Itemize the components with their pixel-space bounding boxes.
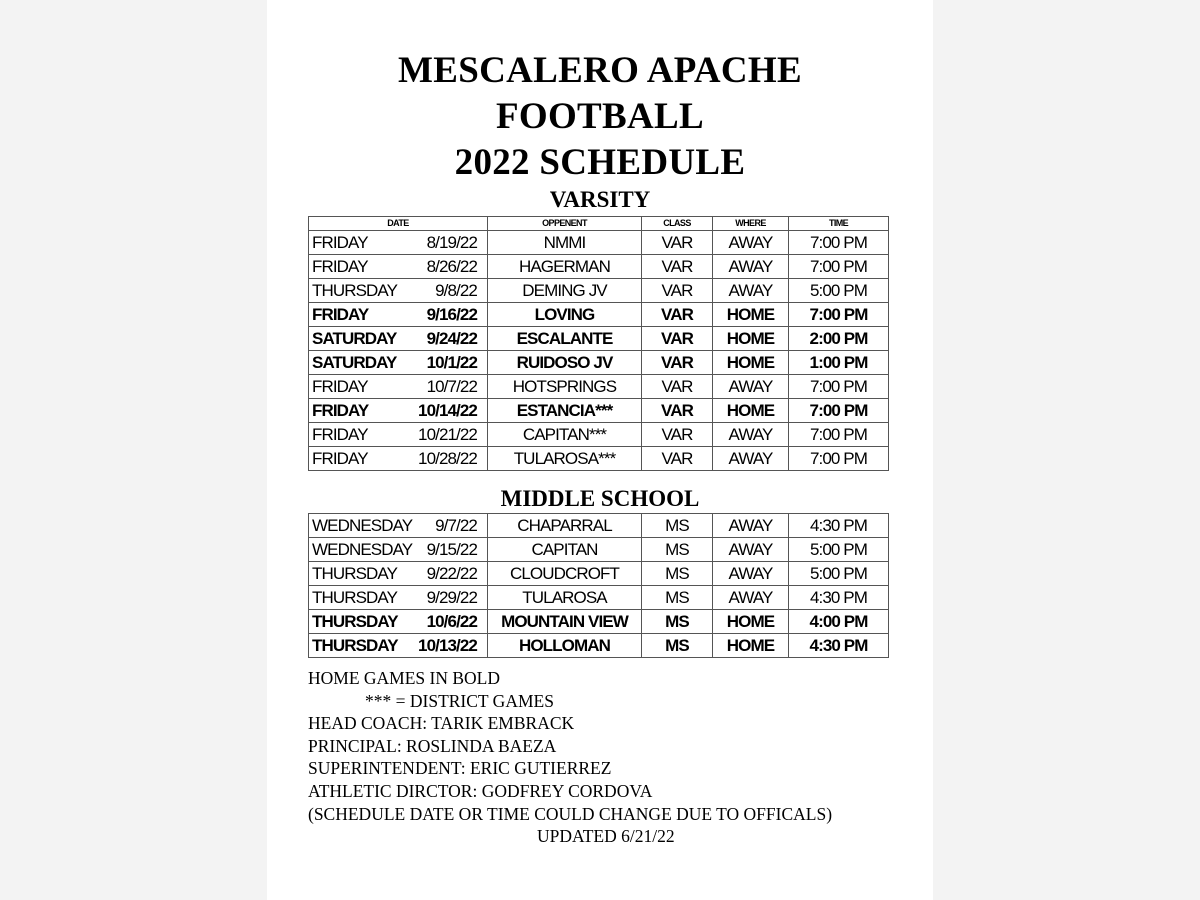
- notes-block: [308, 667, 908, 848]
- date-cell: [309, 562, 488, 586]
- opponent-cell: RUIDOSO JV: [488, 351, 642, 375]
- middle-school-table: [308, 513, 889, 658]
- col-header-date: DATE: [309, 217, 488, 231]
- where-cell: AWAY: [713, 279, 789, 303]
- date-cell: [309, 538, 488, 562]
- middle-school-heading: MIDDLE SCHOOL: [500, 486, 700, 511]
- opponent-cell: CAPITAN: [488, 538, 642, 562]
- day-text: THURSDAY: [312, 612, 398, 631]
- table-row: [309, 327, 889, 351]
- where-cell: AWAY: [713, 538, 789, 562]
- date-text: 9/24/22: [426, 329, 477, 348]
- note-head-coach: HEAD COACH: TARIK EMBRACK: [308, 713, 575, 734]
- opponent-cell: LOVING: [488, 303, 642, 327]
- table-row: [309, 255, 889, 279]
- class-cell: VAR: [642, 375, 713, 399]
- class-cell: MS: [642, 514, 713, 538]
- class-cell: VAR: [642, 303, 713, 327]
- varsity-table: [308, 216, 889, 471]
- where-cell: AWAY: [713, 375, 789, 399]
- time-cell: 1:00 PM: [789, 351, 889, 375]
- time-cell: 7:00 PM: [789, 399, 889, 423]
- where-cell: AWAY: [713, 514, 789, 538]
- table-row: [309, 586, 889, 610]
- date-cell: [309, 586, 488, 610]
- title-line-2: FOOTBALL: [496, 96, 704, 137]
- col-header-class: CLASS: [642, 217, 713, 231]
- where-cell: HOME: [713, 610, 789, 634]
- date-text: 10/6/22: [426, 612, 477, 631]
- opponent-cell: CLOUDCROFT: [488, 562, 642, 586]
- class-cell: VAR: [642, 399, 713, 423]
- date-text: 10/7/22: [426, 377, 477, 396]
- opponent-cell: TULAROSA: [488, 586, 642, 610]
- day-text: FRIDAY: [312, 401, 369, 420]
- opponent-cell: HAGERMAN: [488, 255, 642, 279]
- time-cell: 4:30 PM: [789, 514, 889, 538]
- day-text: THURSDAY: [312, 588, 398, 607]
- date-text: 9/15/22: [426, 540, 477, 559]
- date-text: 9/8/22: [435, 281, 477, 300]
- date-cell: [309, 327, 488, 351]
- day-text: WEDNESDAY: [312, 516, 413, 535]
- day-text: FRIDAY: [312, 305, 369, 324]
- time-cell: 5:00 PM: [789, 279, 889, 303]
- time-cell: 4:00 PM: [789, 610, 889, 634]
- time-cell: 4:30 PM: [789, 634, 889, 658]
- opponent-cell: CAPITAN***: [488, 423, 642, 447]
- time-cell: 7:00 PM: [789, 423, 889, 447]
- note-district-games: *** = DISTRICT GAMES: [365, 690, 554, 711]
- class-cell: VAR: [642, 255, 713, 279]
- where-cell: AWAY: [713, 586, 789, 610]
- where-cell: HOME: [713, 399, 789, 423]
- day-text: FRIDAY: [312, 257, 368, 276]
- date-text: 10/28/22: [418, 449, 477, 468]
- table-row: [309, 514, 889, 538]
- class-cell: MS: [642, 562, 713, 586]
- note-superintendent: SUPERINTENDENT: ERIC GUTIERREZ: [308, 758, 612, 779]
- where-cell: HOME: [713, 351, 789, 375]
- col-header-where: WHERE: [713, 217, 789, 231]
- date-cell: [309, 231, 488, 255]
- day-text: SATURDAY: [312, 329, 397, 348]
- date-text: 10/1/22: [426, 353, 477, 372]
- time-cell: 4:30 PM: [789, 586, 889, 610]
- table-row: [309, 399, 889, 423]
- time-cell: 7:00 PM: [789, 303, 889, 327]
- date-text: 8/26/22: [426, 257, 477, 276]
- date-cell: [309, 447, 488, 471]
- note-disclaimer: (SCHEDULE DATE OR TIME COULD CHANGE DUE TO OFFICALS): [308, 803, 833, 824]
- class-cell: VAR: [642, 327, 713, 351]
- class-cell: VAR: [642, 279, 713, 303]
- class-cell: VAR: [642, 231, 713, 255]
- day-text: THURSDAY: [312, 564, 398, 583]
- opponent-cell: NMMI: [488, 231, 642, 255]
- opponent-cell: ESTANCIA***: [488, 399, 642, 423]
- date-cell: [309, 255, 488, 279]
- where-cell: AWAY: [713, 423, 789, 447]
- table-row: [309, 538, 889, 562]
- time-cell: 2:00 PM: [789, 327, 889, 351]
- opponent-cell: DEMING JV: [488, 279, 642, 303]
- table-row: [309, 351, 889, 375]
- class-cell: MS: [642, 634, 713, 658]
- table-row: [309, 447, 889, 471]
- time-cell: 7:00 PM: [789, 231, 889, 255]
- date-cell: [309, 375, 488, 399]
- opponent-cell: HOLLOMAN: [488, 634, 642, 658]
- class-cell: MS: [642, 610, 713, 634]
- date-text: 9/7/22: [435, 516, 477, 535]
- time-cell: 5:00 PM: [789, 538, 889, 562]
- day-text: THURSDAY: [312, 636, 398, 655]
- where-cell: AWAY: [713, 447, 789, 471]
- day-text: WEDNESDAY: [312, 540, 413, 559]
- class-cell: MS: [642, 538, 713, 562]
- where-cell: HOME: [713, 327, 789, 351]
- opponent-cell: TULAROSA***: [488, 447, 642, 471]
- date-cell: [309, 399, 488, 423]
- date-text: 10/21/22: [418, 425, 477, 444]
- date-text: 10/14/22: [418, 401, 477, 420]
- date-cell: [309, 303, 488, 327]
- table-row: [309, 562, 889, 586]
- opponent-cell: CHAPARRAL: [488, 514, 642, 538]
- time-cell: 7:00 PM: [789, 375, 889, 399]
- date-text: 9/22/22: [426, 564, 477, 583]
- note-updated: UPDATED 6/21/22: [537, 826, 675, 847]
- date-text: 9/29/22: [426, 588, 477, 607]
- date-cell: [309, 514, 488, 538]
- date-cell: [309, 423, 488, 447]
- table-row: [309, 231, 889, 255]
- day-text: THURSDAY: [312, 281, 398, 300]
- date-cell: [309, 610, 488, 634]
- note-athletic-director: ATHLETIC DIRCTOR: GODFREY CORDOVA: [308, 780, 653, 801]
- table-row: [309, 634, 889, 658]
- opponent-cell: HOTSPRINGS: [488, 375, 642, 399]
- date-text: 8/19/22: [426, 233, 477, 252]
- table-row: [309, 610, 889, 634]
- col-header-opponent: OPPENENT: [488, 217, 642, 231]
- time-cell: 7:00 PM: [789, 447, 889, 471]
- day-text: FRIDAY: [312, 449, 368, 468]
- date-cell: [309, 279, 488, 303]
- schedule-sheet: [267, 0, 933, 900]
- day-text: FRIDAY: [312, 233, 368, 252]
- where-cell: HOME: [713, 303, 789, 327]
- day-text: FRIDAY: [312, 425, 368, 444]
- opponent-cell: MOUNTAIN VIEW: [488, 610, 642, 634]
- col-header-time: TIME: [789, 217, 889, 231]
- varsity-heading: VARSITY: [549, 187, 651, 212]
- note-home-games: HOME GAMES IN BOLD: [308, 668, 501, 688]
- opponent-cell: ESCALANTE: [488, 327, 642, 351]
- class-cell: VAR: [642, 351, 713, 375]
- date-text: 10/13/22: [418, 636, 477, 655]
- where-cell: AWAY: [713, 562, 789, 586]
- table-row: [309, 375, 889, 399]
- title-line-1: MESCALERO APACHE: [398, 50, 802, 91]
- table-row: [309, 303, 889, 327]
- where-cell: AWAY: [713, 231, 789, 255]
- date-text: 9/16/22: [426, 305, 477, 324]
- day-text: SATURDAY: [312, 353, 397, 372]
- title-line-3: 2022 SCHEDULE: [454, 142, 746, 183]
- table-row: [309, 279, 889, 303]
- table-row: [309, 423, 889, 447]
- day-text: FRIDAY: [312, 377, 368, 396]
- where-cell: HOME: [713, 634, 789, 658]
- date-cell: [309, 351, 488, 375]
- varsity-header-row: [309, 217, 889, 231]
- time-cell: 7:00 PM: [789, 255, 889, 279]
- note-principal: PRINCIPAL: ROSLINDA BAEZA: [308, 735, 557, 756]
- class-cell: MS: [642, 586, 713, 610]
- class-cell: VAR: [642, 447, 713, 471]
- where-cell: AWAY: [713, 255, 789, 279]
- time-cell: 5:00 PM: [789, 562, 889, 586]
- date-cell: [309, 634, 488, 658]
- class-cell: VAR: [642, 423, 713, 447]
